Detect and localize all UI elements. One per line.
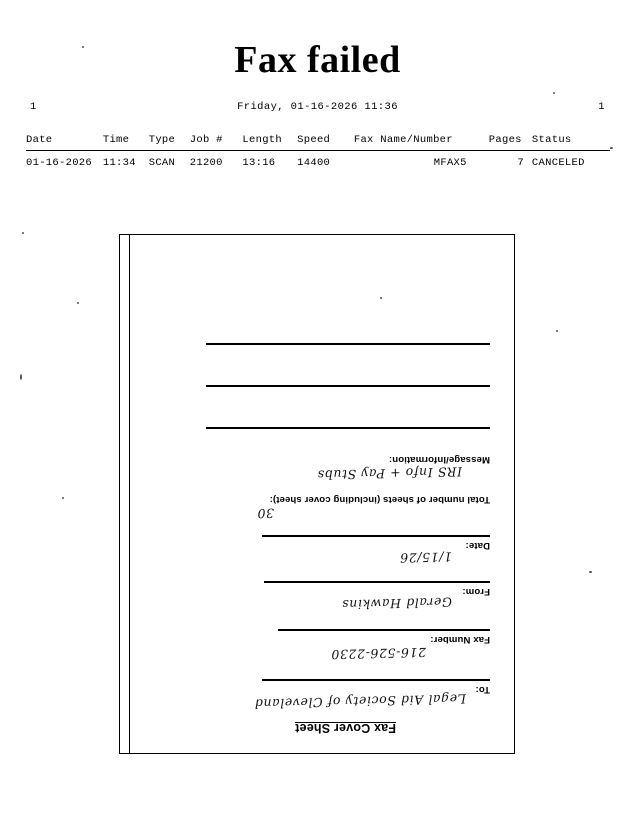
column-header-date: Date (26, 134, 53, 146)
scan-speck (20, 374, 22, 380)
value-total-sheets: 30 (256, 505, 275, 522)
page-number-right: 1 (598, 101, 605, 113)
label-message-information: Message/Information: (388, 454, 490, 465)
label-to: To: (475, 684, 490, 695)
column-header-type: Type (148, 134, 176, 146)
field-underline-fax-number (278, 629, 490, 631)
column-header-job: Job # (189, 134, 223, 146)
column-header-status: Status (531, 134, 572, 146)
value-from: Gerald Hawkins (341, 594, 453, 613)
label-fax-number: Fax Number: (430, 634, 490, 645)
value-date: 1/15/26 (399, 549, 453, 566)
field-underline-from (264, 581, 490, 583)
table-header-row (26, 134, 610, 150)
column-header-length: Length (242, 134, 282, 146)
column-header-speed: Speed (297, 134, 331, 146)
page-number-left: 1 (30, 101, 37, 113)
table-row (26, 151, 610, 172)
label-from: From: (462, 586, 490, 597)
cell-pages: 7 (517, 157, 524, 169)
cell-fax-name-number: MFAX5 (433, 157, 467, 169)
value-message-information: IRS Info + Pay Stubs (316, 464, 463, 483)
cell-time: 11:34 (102, 157, 136, 169)
value-to: Legal Aid Society of Cleveland (254, 691, 467, 712)
column-header-fax-name-number: Fax Name/Number (353, 134, 453, 146)
scan-speck (553, 92, 555, 94)
message-line-2 (206, 385, 490, 387)
field-underline-to (262, 679, 490, 681)
scan-speck (22, 232, 24, 234)
scanned-page-preview (119, 234, 515, 754)
scan-speck (77, 302, 79, 304)
label-total-sheets: Total number of sheets (including cover sheet): (269, 494, 490, 505)
message-line-1 (206, 427, 490, 429)
scan-speck (610, 147, 613, 149)
fax-log-table (26, 134, 610, 172)
cell-type: SCAN (148, 157, 176, 169)
column-header-time: Time (102, 134, 130, 146)
cell-date: 01-16-2026 (26, 157, 93, 169)
value-fax-number: 216-526-2230 (330, 644, 427, 663)
scan-speck (380, 297, 382, 299)
scan-speck (62, 497, 64, 499)
cell-length: 13:16 (242, 157, 276, 169)
cell-job: 21200 (189, 157, 223, 169)
scan-speck (556, 330, 558, 332)
label-date: Date: (465, 540, 490, 551)
page-title: Fax failed (234, 39, 401, 81)
scan-speck (589, 571, 592, 573)
cover-sheet-heading: Fax Cover Sheet (295, 721, 396, 735)
field-underline-date (262, 535, 490, 537)
report-datetime: Friday, 01-16-2026 11:36 (237, 101, 398, 113)
status-badge: CANCELED (531, 157, 585, 169)
message-line-3 (206, 343, 490, 345)
column-header-pages: Pages (488, 134, 522, 146)
page-margin-rule (129, 235, 130, 753)
fax-cover-sheet (134, 235, 514, 753)
cell-speed: 14400 (297, 157, 331, 169)
scan-speck (82, 46, 84, 48)
